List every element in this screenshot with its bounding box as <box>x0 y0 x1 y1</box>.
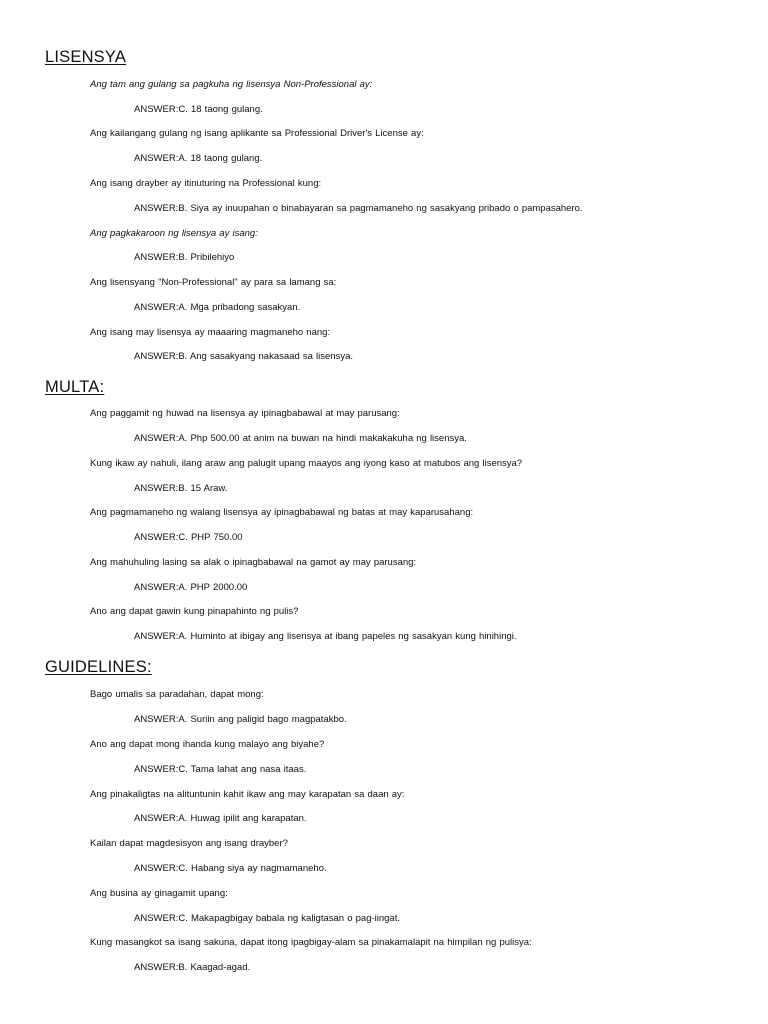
question-text: Ang paggamit ng huwad na lisensya ay ipinagbabawal at may parusang: <box>90 408 400 419</box>
question-text: Ano ang dapat mong ihanda kung malayo ang biyahe? <box>90 739 325 750</box>
answer-text: ANSWER:C. Makapagbigay babala ng kaligtasan o pag-iingat. <box>134 913 400 924</box>
question-text: Kung masangkot sa isang sakuna, dapat itong ipagbigay-alam sa pinakamalapit na himpilan ng pulisya: <box>90 937 532 948</box>
question-text: Ang pinakaligtas na alituntunin kahit ikaw ang may karapatan sa daan ay: <box>90 789 405 800</box>
question-text: Ang lisensyang "Non-Professional" ay para sa lamang sa: <box>90 277 337 288</box>
answer-text: ANSWER:B. 15 Araw. <box>134 483 228 494</box>
section-heading-lisensya: LISENSYA <box>45 48 127 66</box>
answer-text: ANSWER:A. 18 taong gulang. <box>134 153 263 164</box>
answer-text: ANSWER:B. Ang sasakyang nakasaad sa lisensya. <box>134 351 354 362</box>
question-text: Kung ikaw ay nahuli, ilang araw ang palugit upang maayos ang iyong kaso at matubos ang lisensya? <box>90 458 523 469</box>
question-text: Ang kailangang gulang ng isang aplikante sa Professional Driver's License ay: <box>90 128 424 139</box>
answer-text: ANSWER:C. Habang siya ay nagmamaneho. <box>134 863 327 874</box>
answer-text: ANSWER:B. Pribilehiyo <box>134 252 235 263</box>
question-text: Ang isang drayber ay itinuturing na Professional kung: <box>90 178 322 189</box>
question-text: Bago umalis sa paradahan, dapat mong: <box>90 689 264 700</box>
question-text: Ang pagkakaroon ng lisensya ay isang: <box>90 228 258 239</box>
section-heading-guidelines: GUIDELINES: <box>45 658 152 676</box>
answer-text: ANSWER:A. Mga pribadong sasakyan. <box>134 302 301 313</box>
answer-text: ANSWER:B. Siya ay inuupahan o binabayaran sa pagmamaneho ng sasakyang pribado o pampasahero. <box>134 203 583 214</box>
question-text: Ang pagmamaneho ng walang lisensya ay ipinagbabawal ng batas at may kaparusahang: <box>90 507 474 518</box>
section-heading-multa: MULTA: <box>45 378 105 396</box>
answer-text: ANSWER:A. Huwag ipilit ang karapatan. <box>134 813 307 824</box>
answer-text: ANSWER:A. PHP 2000.00 <box>134 582 248 593</box>
question-text: Ang isang may lisensya ay maaaring magmaneho nang: <box>90 327 331 338</box>
question-text: Ang busina ay ginagamit upang: <box>90 888 228 899</box>
question-text: Ano ang dapat gawin kung pinapahinto ng pulis? <box>90 606 299 617</box>
answer-text: ANSWER:C. 18 taong gulang. <box>134 104 263 115</box>
answer-text: ANSWER:A. Huminto at ibigay ang lisensya at ibang papeles ng sasakyan kung hinihingi. <box>134 631 517 642</box>
answer-text: ANSWER:B. Kaagad-agad. <box>134 962 251 973</box>
answer-text: ANSWER:A. Php 500.00 at anim na buwan na hindi makakakuha ng lisensya. <box>134 433 467 444</box>
question-text: Ang mahuhuling lasing sa alak o ipinagbabawal na gamot ay may parusang: <box>90 557 417 568</box>
answer-text: ANSWER:A. Suriin ang paligid bago magpatakbo. <box>134 714 347 725</box>
answer-text: ANSWER:C. Tama lahat ang nasa itaas. <box>134 764 307 775</box>
answer-text: ANSWER:C. PHP 750.00 <box>134 532 243 543</box>
question-text: Ang tam ang gulang sa pagkuha ng lisensya Non-Professional ay: <box>90 79 373 90</box>
question-text: Kailan dapat magdesisyon ang isang drayber? <box>90 838 288 849</box>
